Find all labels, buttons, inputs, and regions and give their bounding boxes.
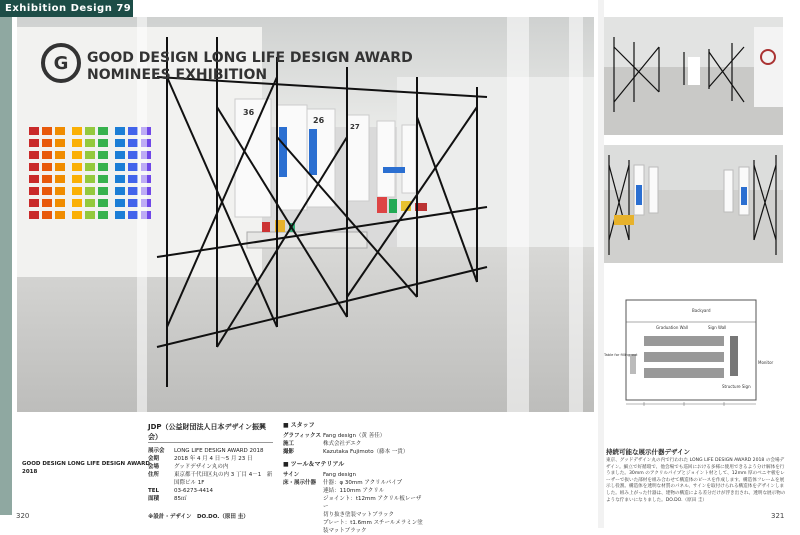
staff-row — [283, 448, 423, 456]
materials-row — [283, 519, 423, 527]
award-card — [72, 199, 82, 207]
meta-value: グッドデザイン丸の内 — [174, 464, 229, 470]
award-title-text: GOOD DESIGN LONG LIFE DESIGN AWARD 2018 — [22, 461, 150, 475]
meta-row — [148, 471, 273, 487]
staff-row — [283, 440, 423, 448]
award-card — [85, 199, 95, 207]
staff-rows — [283, 432, 423, 456]
staff-value: Kazutaka Fujimoto（藤本 一貴） — [323, 449, 409, 455]
staff-value: 株式会社デエク — [323, 441, 362, 447]
plan-label-structure-sign: Structure Sign — [722, 384, 751, 389]
award-card — [42, 187, 52, 195]
award-card — [128, 199, 138, 207]
award-card — [29, 187, 39, 195]
page-number-right: 321 — [771, 512, 785, 520]
meta-key: 面積 — [148, 496, 160, 502]
staff-key: 撮影 — [283, 449, 295, 455]
award-card — [55, 127, 65, 135]
materials-key — [283, 487, 323, 495]
materials-key: 床・展示什器 — [283, 480, 317, 486]
award-card — [42, 175, 52, 183]
award-card — [115, 163, 125, 171]
award-card — [85, 127, 95, 135]
award-card — [98, 199, 108, 207]
meta-value: 03-6273-4414 — [174, 488, 213, 494]
svg-text:G: G — [53, 53, 69, 74]
materials-value: 連結：110mm アクリル — [323, 488, 385, 494]
meta-value: LONG LIFE DESIGN AWARD 2018 — [174, 448, 264, 454]
materials-key — [283, 495, 323, 511]
award-card — [98, 139, 108, 147]
materials-value: プレート：t1.6mm スチールメラミン塗 — [323, 520, 423, 526]
materials-row — [283, 527, 423, 535]
hero-photo — [17, 17, 594, 412]
award-card — [72, 127, 82, 135]
award-card — [29, 151, 39, 159]
award-card — [98, 187, 108, 195]
award-card — [85, 211, 95, 219]
award-card — [72, 175, 82, 183]
award-card — [85, 187, 95, 195]
material-rows — [283, 471, 423, 535]
award-card — [115, 139, 125, 147]
materials-row — [283, 487, 423, 495]
award-card — [42, 127, 52, 135]
plan-label-table: Table for filling out — [604, 353, 638, 357]
panel-number-1: 36 — [243, 108, 255, 117]
meta-key: 会期 — [148, 456, 160, 462]
award-card — [29, 211, 39, 219]
org-name: JDP（公益財団法人日本デザイン振興会） — [148, 422, 273, 443]
meta-value: 2018 年 4 月 4 日～5 月 23 日 — [174, 456, 253, 462]
plan-label-graduation: Graduation Wall — [656, 325, 689, 330]
meta-key: 住所 — [148, 472, 160, 478]
award-card — [98, 211, 108, 219]
plan-label-structure: Structure — [666, 347, 685, 352]
hero-sign-line2: NOMINEES EXHIBITION — [87, 67, 268, 83]
award-card — [72, 151, 82, 159]
meta-row — [148, 495, 273, 503]
panel-number-2: 26 — [313, 116, 325, 125]
staff-block — [283, 422, 423, 535]
article-text — [606, 447, 786, 504]
materials-value: ジョイント：t12mm アクリル板レーザー — [323, 496, 422, 510]
award-card — [42, 211, 52, 219]
award-card — [128, 175, 138, 183]
design-credit: ※設計・デザイン DO.DO.（原田 圭） — [148, 514, 249, 520]
project-meta-block — [148, 422, 273, 521]
hero-sign-line1: GOOD DESIGN LONG LIFE DESIGN AWARD — [87, 50, 413, 66]
materials-key — [283, 519, 323, 527]
award-card — [42, 199, 52, 207]
award-card — [115, 187, 125, 195]
corridor-photo-middle — [604, 145, 783, 263]
article-body: 東京、グッドデザイン丸の内で行われた LONG LIFE DESIGN AWARD 2018 の会場デザイン。細立で好循環で、他会場でも巡回における多様に使用できるよう分け解体を行うました。30mm のアクリルパイプとジョイント材として、12mm 厚のベニヤ板をレーザーで抜いた部材を組み合わせて構造体のピースを作成します。構造体フレームを展示し役割。構造体を透明な材質のパネル、サインを取付けられる構造体をデザインしました。組み上がった什器は、建物の構造による差分だけが浮き出され、透明な展示物のような佇まいになりました。DO.DO.（原田 圭） — [606, 458, 786, 503]
meta-value: 東京都千代田区丸の内 3 丁目 4－1 新国際ビル 1F — [174, 472, 273, 486]
award-card — [85, 151, 95, 159]
award-card — [98, 127, 108, 135]
meta-key: 会場 — [148, 464, 160, 470]
award-card — [115, 127, 125, 135]
award-card — [55, 139, 65, 147]
page-number-left: 320 — [16, 512, 30, 520]
hero-photo-illustration — [17, 17, 594, 412]
award-card — [29, 139, 39, 147]
materials-row — [283, 471, 423, 479]
corridor-photo-top — [604, 17, 783, 135]
award-card — [128, 139, 138, 147]
series-header: Exhibition Design 79 — [0, 0, 133, 17]
award-card — [55, 151, 65, 159]
award-card — [42, 163, 52, 171]
award-card — [128, 151, 138, 159]
plan-label-backyard: Backyard — [692, 308, 711, 313]
meta-row — [148, 487, 273, 495]
meta-key: 展示会 — [148, 448, 165, 454]
materials-value: 什器：φ 30mm アクリルパイプ — [323, 480, 403, 486]
staff-key: 施工 — [283, 441, 295, 447]
award-card — [128, 187, 138, 195]
meta-value: 85㎡ — [174, 496, 187, 502]
materials-row — [283, 479, 423, 487]
award-card — [42, 151, 52, 159]
award-card — [29, 163, 39, 171]
award-card — [85, 139, 95, 147]
award-card — [128, 163, 138, 171]
award-card — [55, 163, 65, 171]
materials-value: 装マットブラック — [323, 528, 367, 534]
award-card — [128, 127, 138, 135]
award-card — [55, 175, 65, 183]
staff-key: グラフィックス — [283, 433, 322, 439]
materials-key — [283, 511, 323, 519]
staff-heading: ■ スタッフ — [283, 422, 423, 430]
award-card — [128, 211, 138, 219]
plan-label-monitor: Monitor — [758, 360, 774, 365]
plan-label-signwall: Sign Wall — [708, 325, 727, 330]
award-card — [72, 211, 82, 219]
award-card — [85, 163, 95, 171]
materials-row — [283, 511, 423, 519]
award-card — [98, 151, 108, 159]
award-card — [85, 175, 95, 183]
materials-key: サイン — [283, 472, 300, 478]
meta-key: TEL — [148, 488, 160, 494]
award-card — [72, 139, 82, 147]
meta-rows — [148, 447, 273, 503]
materials-heading: ■ ツール＆マテリアル — [283, 461, 423, 469]
side-color-strip — [0, 17, 12, 515]
article-heading: 持続可能な展示什器デザイン — [606, 448, 691, 456]
award-card — [98, 163, 108, 171]
staff-value: Fang design（黄 善佳） — [323, 433, 386, 439]
panel-number-3: 27 — [350, 123, 360, 131]
award-card — [115, 211, 125, 219]
award-card — [115, 199, 125, 207]
award-card — [55, 187, 65, 195]
staff-row — [283, 432, 423, 440]
award-card — [72, 163, 82, 171]
award-card — [72, 187, 82, 195]
award-card — [115, 151, 125, 159]
materials-value: Fang design — [323, 472, 356, 478]
award-card — [42, 139, 52, 147]
award-card — [98, 175, 108, 183]
award-card — [29, 199, 39, 207]
materials-key — [283, 527, 323, 535]
award-card — [29, 175, 39, 183]
meta-row — [148, 455, 273, 463]
award-card — [115, 175, 125, 183]
project-award-title — [22, 460, 152, 476]
floor-plan — [604, 292, 783, 410]
award-card — [55, 211, 65, 219]
materials-value: 切り抜き塗装マットブラック — [323, 512, 395, 518]
award-card — [55, 199, 65, 207]
meta-row — [148, 447, 273, 455]
award-card — [29, 127, 39, 135]
meta-row — [148, 463, 273, 471]
materials-row — [283, 495, 423, 511]
